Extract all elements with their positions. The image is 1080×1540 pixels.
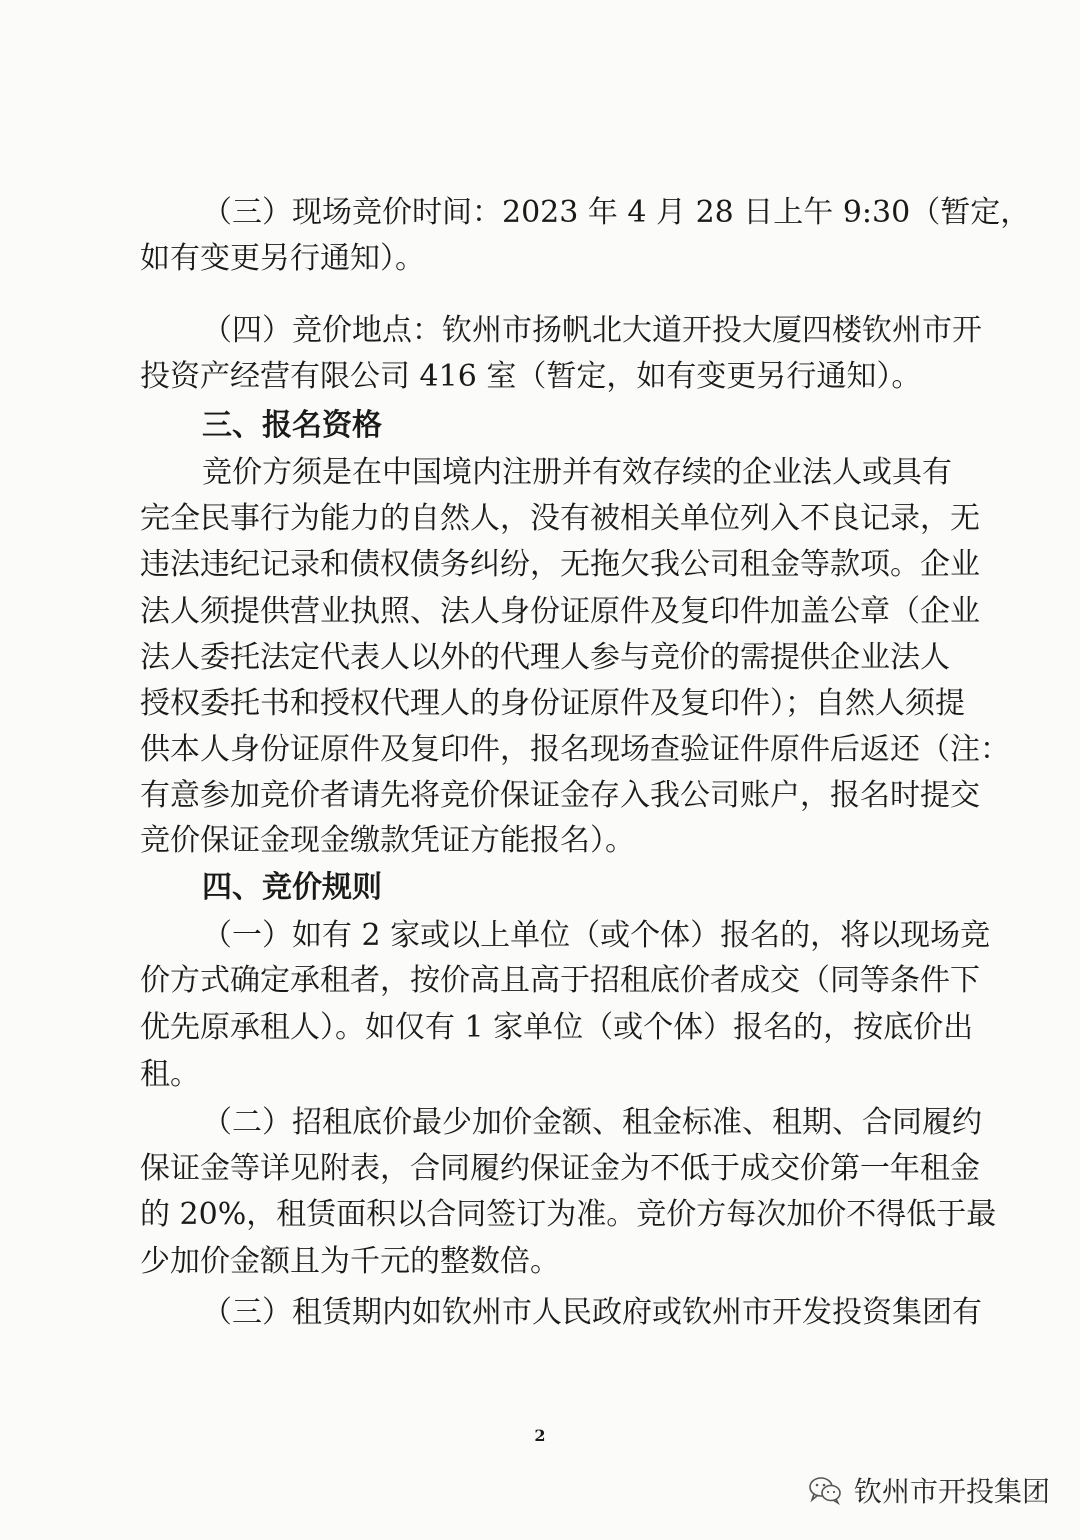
wechat-icon [808,1475,842,1505]
text-line: 法人须提供营业执照、法人身份证原件及复印件加盖公章（企业 [140,594,980,629]
text-line: 竞价方须是在中国境内注册并有效存续的企业法人或具有 [202,455,952,490]
text-line: （四）竞价地点：钦州市扬帆北大道开投大厦四楼钦州市开 [202,313,982,348]
text-line: 违法违纪记录和债权债务纠纷，无拖欠我公司租金等款项。企业 [140,547,980,582]
section-heading: 三、报名资格 [202,408,382,443]
text-line: 优先原承租人）。如仅有 1 家单位（或个体）报名的，按底价出 [140,1010,974,1045]
text-line: 租。 [140,1057,200,1092]
text-line: 价方式确定承租者，按价高且高于招租底价者成交（同等条件下 [140,963,980,998]
text-line: 少加价金额且为千元的整数倍。 [140,1244,560,1279]
text-line: （一）如有 2 家或以上单位（或个体）报名的，将以现场竞 [202,918,991,953]
text-line: 投资产经营有限公司 416 室（暂定，如有变更另行通知）。 [140,359,922,394]
text-line: 的 20%，租赁面积以合同签订为准。竞价方每次加价不得低于最 [140,1197,997,1232]
text-line: 保证金等详见附表，合同履约保证金为不低于成交价第一年租金 [140,1151,980,1186]
text-line: 法人委托法定代表人以外的代理人参与竞价的需提供企业法人 [140,640,950,675]
text-line: （三）现场竞价时间：2023 年 4 月 28 日上午 9:30（暂定， [202,195,1031,230]
text-line: 供本人身份证原件及复印件，报名现场查验证件原件后返还（注： [140,732,1010,767]
text-line: 有意参加竞价者请先将竞价保证金存入我公司账户，报名时提交 [140,778,980,813]
text-line: 完全民事行为能力的自然人，没有被相关单位列入不良记录，无 [140,501,980,536]
text-line: 如有变更另行通知）。 [140,241,425,276]
text-line: 竞价保证金现金缴款凭证方能报名）。 [140,823,635,858]
page-number: 2 [534,1426,546,1445]
text-line: （二）招租底价最少加价金额、租金标准、租期、合同履约 [202,1105,982,1140]
text-line: （三）租赁期内如钦州市人民政府或钦州市开发投资集团有 [202,1295,982,1330]
text-line: 授权委托书和授权代理人的身份证原件及复印件）；自然人须提 [140,686,965,721]
watermark [808,1470,1050,1510]
section-heading: 四、竞价规则 [202,870,382,905]
watermark-label: 钦州市开投集团 [853,1475,1050,1508]
